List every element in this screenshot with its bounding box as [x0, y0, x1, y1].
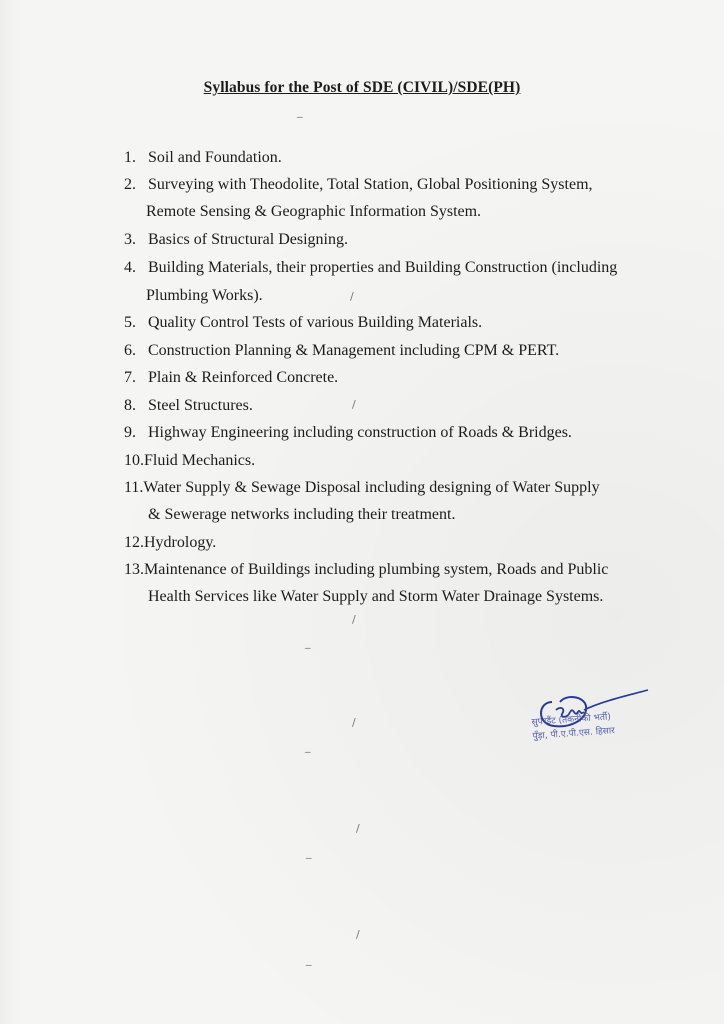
- item-text: Highway Engineering including construction of Roads & Bridges.: [148, 424, 572, 441]
- syllabus-item-2-continued: [146, 198, 666, 226]
- item-number: 10.: [124, 452, 144, 469]
- syllabus-item-1: [124, 144, 644, 172]
- document-title: Syllabus for the Post of SDE (CIVIL)/SDE(PH): [203, 79, 521, 96]
- scan-mark: ‾: [306, 856, 312, 869]
- syllabus-item-2: [124, 171, 644, 199]
- item-text: Basics of Structural Designing.: [148, 231, 348, 248]
- syllabus-item-9: [124, 419, 644, 447]
- stamp-line-2: पुँड़ा, पी.ए.पी.एस. हिसार: [532, 726, 616, 742]
- syllabus-item-12: [124, 529, 644, 557]
- syllabus-item-11: [124, 474, 644, 502]
- syllabus-item-3: [124, 226, 644, 254]
- item-number: 12.: [124, 534, 144, 551]
- item-text: Building Materials, their properties and Building Construction (including: [148, 259, 618, 276]
- item-number: 5.: [124, 314, 140, 331]
- syllabus-item-10: [124, 447, 644, 475]
- item-text: Maintenance of Buildings including plumbing system, Roads and Public: [144, 561, 609, 578]
- item-number: 13.: [124, 561, 144, 578]
- item-number: 8.: [124, 397, 140, 414]
- item-text: Remote Sensing & Geographic Information System.: [146, 203, 482, 220]
- scan-mark: /: [352, 613, 356, 626]
- item-text: Water Supply & Sewage Disposal including designing of Water Supply: [143, 479, 600, 496]
- item-number: 1.: [124, 149, 140, 166]
- item-text: Steel Structures.: [148, 397, 253, 414]
- syllabus-item-13: [124, 556, 684, 584]
- scan-mark: /: [352, 716, 356, 729]
- scan-mark: ‾: [306, 963, 312, 976]
- item-number: 11.: [124, 479, 144, 496]
- item-text: & Sewerage networks including their treatment.: [148, 506, 456, 523]
- syllabus-item-5: [124, 309, 644, 337]
- syllabus-item-7: [124, 364, 644, 392]
- scan-mark: ‾: [297, 115, 303, 128]
- scan-mark: /: [352, 398, 356, 411]
- item-text: Soil and Foundation.: [148, 149, 282, 166]
- item-number: 2.: [124, 176, 140, 193]
- syllabus-item-8: [124, 392, 644, 420]
- item-text: Plain & Reinforced Concrete.: [148, 369, 339, 386]
- syllabus-item-4: [124, 254, 644, 282]
- stamp-line-1: सुपरडैंट (तकनीकी भर्ती): [531, 712, 612, 728]
- item-number: 7.: [124, 369, 140, 386]
- scan-mark: ‾: [305, 750, 311, 763]
- syllabus-item-4-continued: [146, 282, 666, 310]
- item-number: 4.: [124, 259, 140, 276]
- item-text: Health Services like Water Supply and Storm Water Drainage Systems.: [148, 588, 604, 605]
- scan-mark: /: [356, 928, 360, 941]
- syllabus-item-6: [124, 337, 644, 365]
- item-text: Quality Control Tests of various Building Materials.: [148, 314, 483, 331]
- item-text: Construction Planning & Management including CPM & PERT.: [148, 342, 560, 359]
- item-text: Plumbing Works).: [146, 287, 263, 304]
- item-text: Fluid Mechanics.: [144, 452, 256, 469]
- item-number: 9.: [124, 424, 140, 441]
- item-number: 3.: [124, 231, 140, 248]
- item-number: 6.: [124, 342, 140, 359]
- syllabus-item-13-continued: [148, 583, 688, 611]
- scan-mark: /: [356, 822, 360, 835]
- scan-mark: /: [350, 290, 354, 303]
- item-text: Surveying with Theodolite, Total Station, Global Positioning System,: [148, 176, 593, 193]
- syllabus-item-11-continued: [148, 501, 668, 529]
- scan-mark: ‾: [305, 646, 311, 659]
- item-text: Hydrology.: [144, 534, 217, 551]
